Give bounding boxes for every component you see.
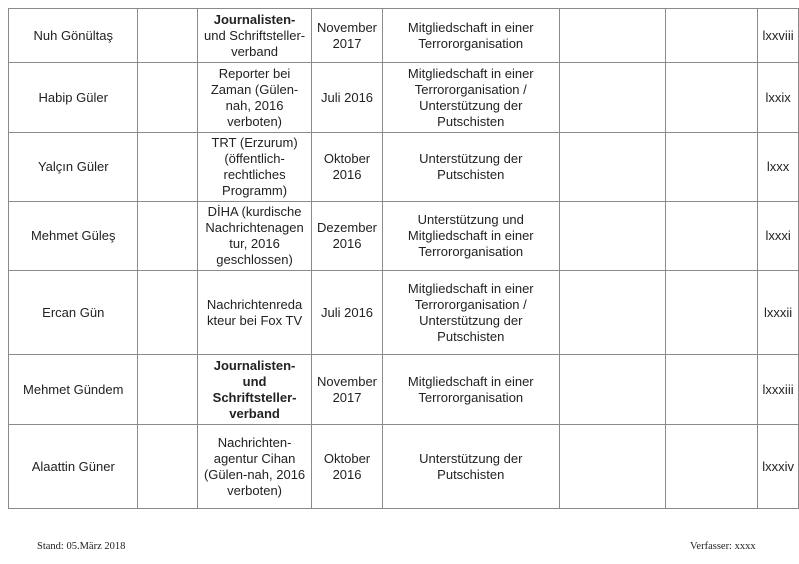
- charge-cell: Mitgliedschaft in einer Terrororganisation: [383, 355, 560, 425]
- date-cell: Juli 2016: [312, 63, 383, 133]
- empty-cell: [138, 202, 198, 271]
- charge-cell: Mitgliedschaft in einer Terrororganisation / Unterstützung der Putschisten: [383, 271, 560, 355]
- table-row: [9, 63, 799, 133]
- empty-cell: [559, 425, 665, 509]
- date-cell: November 2017: [312, 355, 383, 425]
- footer-author: Verfasser: xxxx: [690, 541, 756, 552]
- name-cell: Nuh Gönültaş: [9, 9, 138, 63]
- table-row: [9, 355, 799, 425]
- media-cell: Reporter bei Zaman (Gülen-nah, 2016 verboten): [198, 63, 312, 133]
- table-row: [9, 425, 799, 509]
- media-cell: Nachrichtenreda kteur bei Fox TV: [198, 271, 312, 355]
- footnote-ref: lxxxii: [758, 271, 799, 355]
- table-row: [9, 202, 799, 271]
- media-cell: DİHA (kurdische Nachrichtenagen tur, 2016 geschlossen): [198, 202, 312, 271]
- empty-cell: [559, 9, 665, 63]
- media-bold: Journalisten- und Schriftsteller-verband: [212, 357, 297, 421]
- name-cell: Ercan Gün: [9, 271, 138, 355]
- footnote-ref: lxxxiii: [758, 355, 799, 425]
- footnote-ref: lxxxi: [758, 202, 799, 271]
- date-cell: November 2017: [312, 9, 383, 63]
- footnote-ref: lxxviii: [758, 9, 799, 63]
- table-row: [9, 9, 799, 63]
- empty-cell: [138, 9, 198, 63]
- name-cell: Yalçın Güler: [9, 133, 138, 202]
- footnote-ref: lxxxiv: [758, 425, 799, 509]
- charge-cell: Unterstützung der Putschisten: [383, 425, 560, 509]
- media-cell: [198, 355, 312, 425]
- empty-cell: [559, 133, 665, 202]
- empty-cell: [665, 202, 757, 271]
- media-cell: [198, 9, 312, 63]
- table-row: [9, 133, 799, 202]
- charge-cell: Mitgliedschaft in einer Terrororganisation: [383, 9, 560, 63]
- media-cell: TRT (Erzurum) (öffentlich-rechtliches Programm): [198, 133, 312, 202]
- name-cell: Mehmet Güleş: [9, 202, 138, 271]
- date-cell: Dezember 2016: [312, 202, 383, 271]
- charge-cell: Unterstützung und Mitgliedschaft in einer Terrororganisation: [383, 202, 560, 271]
- empty-cell: [665, 9, 757, 63]
- empty-cell: [665, 355, 757, 425]
- empty-cell: [138, 271, 198, 355]
- empty-cell: [665, 63, 757, 133]
- charge-cell: Unterstützung der Putschisten: [383, 133, 560, 202]
- table-row: [9, 271, 799, 355]
- footnote-ref: lxxix: [758, 63, 799, 133]
- footer-date: Stand: 05.März 2018: [37, 541, 126, 552]
- footnote-ref: lxxx: [758, 133, 799, 202]
- empty-cell: [665, 133, 757, 202]
- empty-cell: [138, 133, 198, 202]
- media-text: und Schriftsteller-verband: [203, 27, 306, 59]
- name-cell: Mehmet Gündem: [9, 355, 138, 425]
- media-cell: Nachrichten-agentur Cihan (Gülen-nah, 2016 verboten): [198, 425, 312, 509]
- empty-cell: [138, 63, 198, 133]
- empty-cell: [559, 63, 665, 133]
- empty-cell: [138, 355, 198, 425]
- media-bold: Journalisten-: [213, 11, 296, 27]
- empty-cell: [665, 271, 757, 355]
- name-cell: Habip Güler: [9, 63, 138, 133]
- empty-cell: [138, 425, 198, 509]
- empty-cell: [665, 425, 757, 509]
- empty-cell: [559, 202, 665, 271]
- journalist-table: [8, 8, 799, 509]
- date-cell: Oktober 2016: [312, 133, 383, 202]
- date-cell: Juli 2016: [312, 271, 383, 355]
- empty-cell: [559, 271, 665, 355]
- empty-cell: [559, 355, 665, 425]
- charge-cell: Mitgliedschaft in einer Terrororganisation / Unterstützung der Putschisten: [383, 63, 560, 133]
- name-cell: Alaattin Güner: [9, 425, 138, 509]
- date-cell: Oktober 2016: [312, 425, 383, 509]
